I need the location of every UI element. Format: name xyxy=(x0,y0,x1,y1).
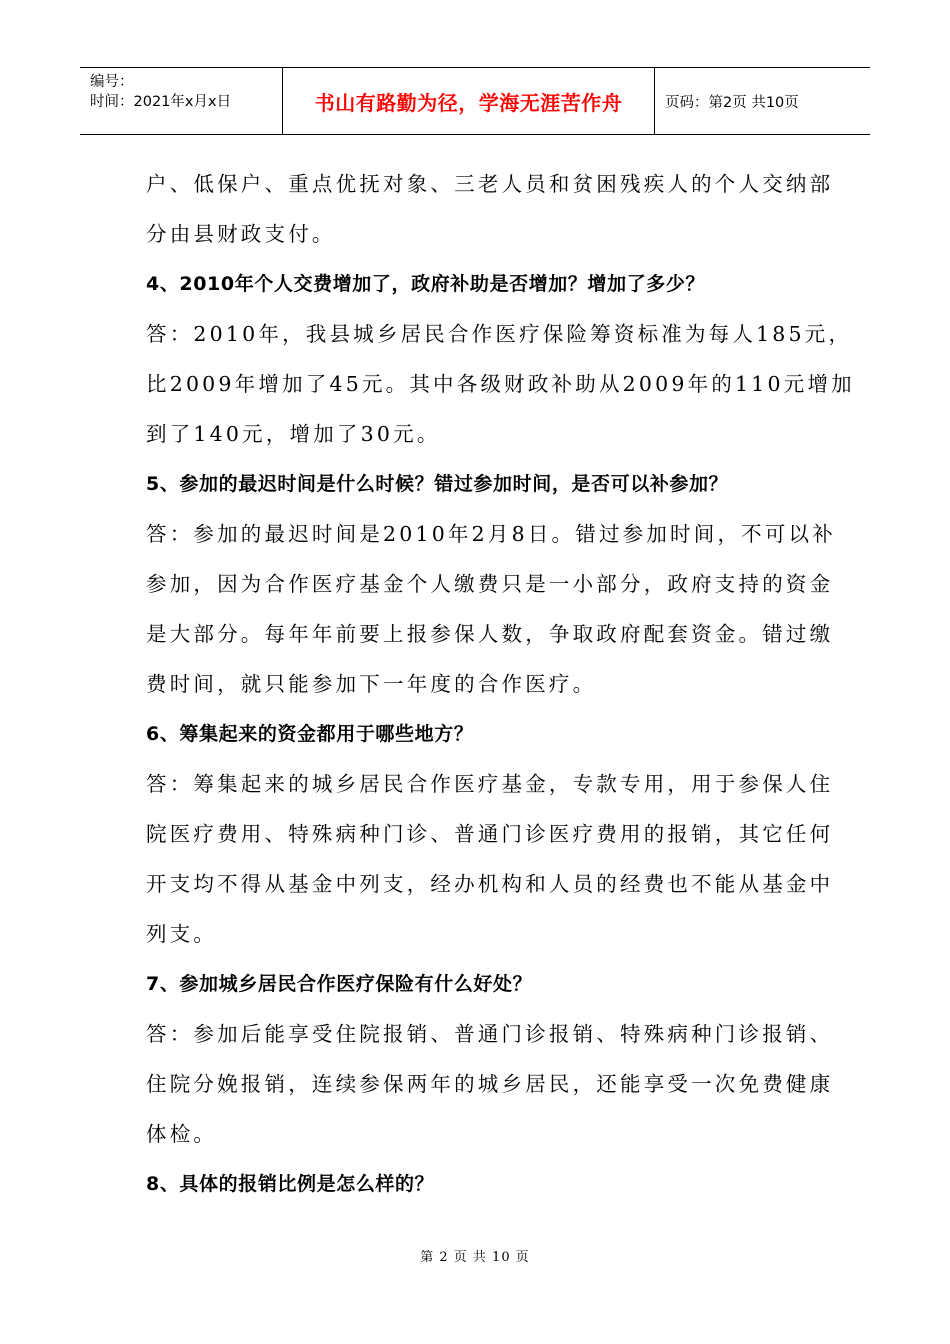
question-heading: 5、参加的最迟时间是什么时候？错过参加时间，是否可以补参加？ xyxy=(146,473,729,495)
body-text-line: 户、低保户、重点优抚对象、三老人员和贫困残疾人的个人交纳部 xyxy=(146,172,834,196)
body-text-line: 到了140元，增加了30元。 xyxy=(146,422,441,446)
body-text-line: 分由县财政支付。 xyxy=(146,222,336,246)
document-number-label: 编号： xyxy=(90,74,134,90)
question-heading: 4、2010年个人交费增加了，政府补助是否增加？增加了多少？ xyxy=(146,273,706,295)
body-text-line: 开支均不得从基金中列支，经办机构和人员的经费也不能从基金中 xyxy=(146,872,834,896)
document-body xyxy=(146,159,855,1209)
body-text-line: 参加，因为合作医疗基金个人缴费只是一小部分，政府支持的资金 xyxy=(146,572,834,596)
page-header xyxy=(80,67,870,135)
body-text-line: 答：筹集起来的城乡居民合作医疗基金，专款专用，用于参保人住 xyxy=(146,772,834,796)
header-meta xyxy=(80,68,283,134)
body-text-line: 答：2010年，我县城乡居民合作医疗保险筹资标准为每人185元， xyxy=(146,322,853,346)
question-heading: 6、筹集起来的资金都用于哪些地方？ xyxy=(146,723,474,745)
body-text-line: 院医疗费用、特殊病种门诊、普通门诊医疗费用的报销，其它任何 xyxy=(146,822,834,846)
body-text-line: 答：参加的最迟时间是2010年2月8日。错过参加时间，不可以补 xyxy=(146,522,836,546)
body-text-line: 列支。 xyxy=(146,922,218,946)
body-text-line: 住院分娩报销，连续参保两年的城乡居民，还能享受一次免费健康 xyxy=(146,1072,834,1096)
document-date: 时间：2021年x月x日 xyxy=(90,94,232,110)
body-text-line: 体检。 xyxy=(146,1122,218,1146)
header-page-info: 页码：第2页 共10页 xyxy=(665,94,799,111)
body-text-line: 比2009年增加了45元。其中各级财政补助从2009年的110元增加 xyxy=(146,372,855,396)
question-heading: 8、具体的报销比例是怎么样的？ xyxy=(146,1173,435,1195)
body-text-line: 费时间，就只能参加下一年度的合作医疗。 xyxy=(146,672,597,696)
body-text-line: 答：参加后能享受住院报销、普通门诊报销、特殊病种门诊报销、 xyxy=(146,1022,834,1046)
header-motto: 书山有路勤为径，学海无涯苦作舟 xyxy=(283,68,655,134)
body-text-line: 是大部分。每年年前要上报参保人数，争取政府配套资金。错过缴 xyxy=(146,622,834,646)
question-heading: 7、参加城乡居民合作医疗保险有什么好处？ xyxy=(146,973,533,995)
page-footer: 第 2 页 共 10 页 xyxy=(420,1250,530,1265)
